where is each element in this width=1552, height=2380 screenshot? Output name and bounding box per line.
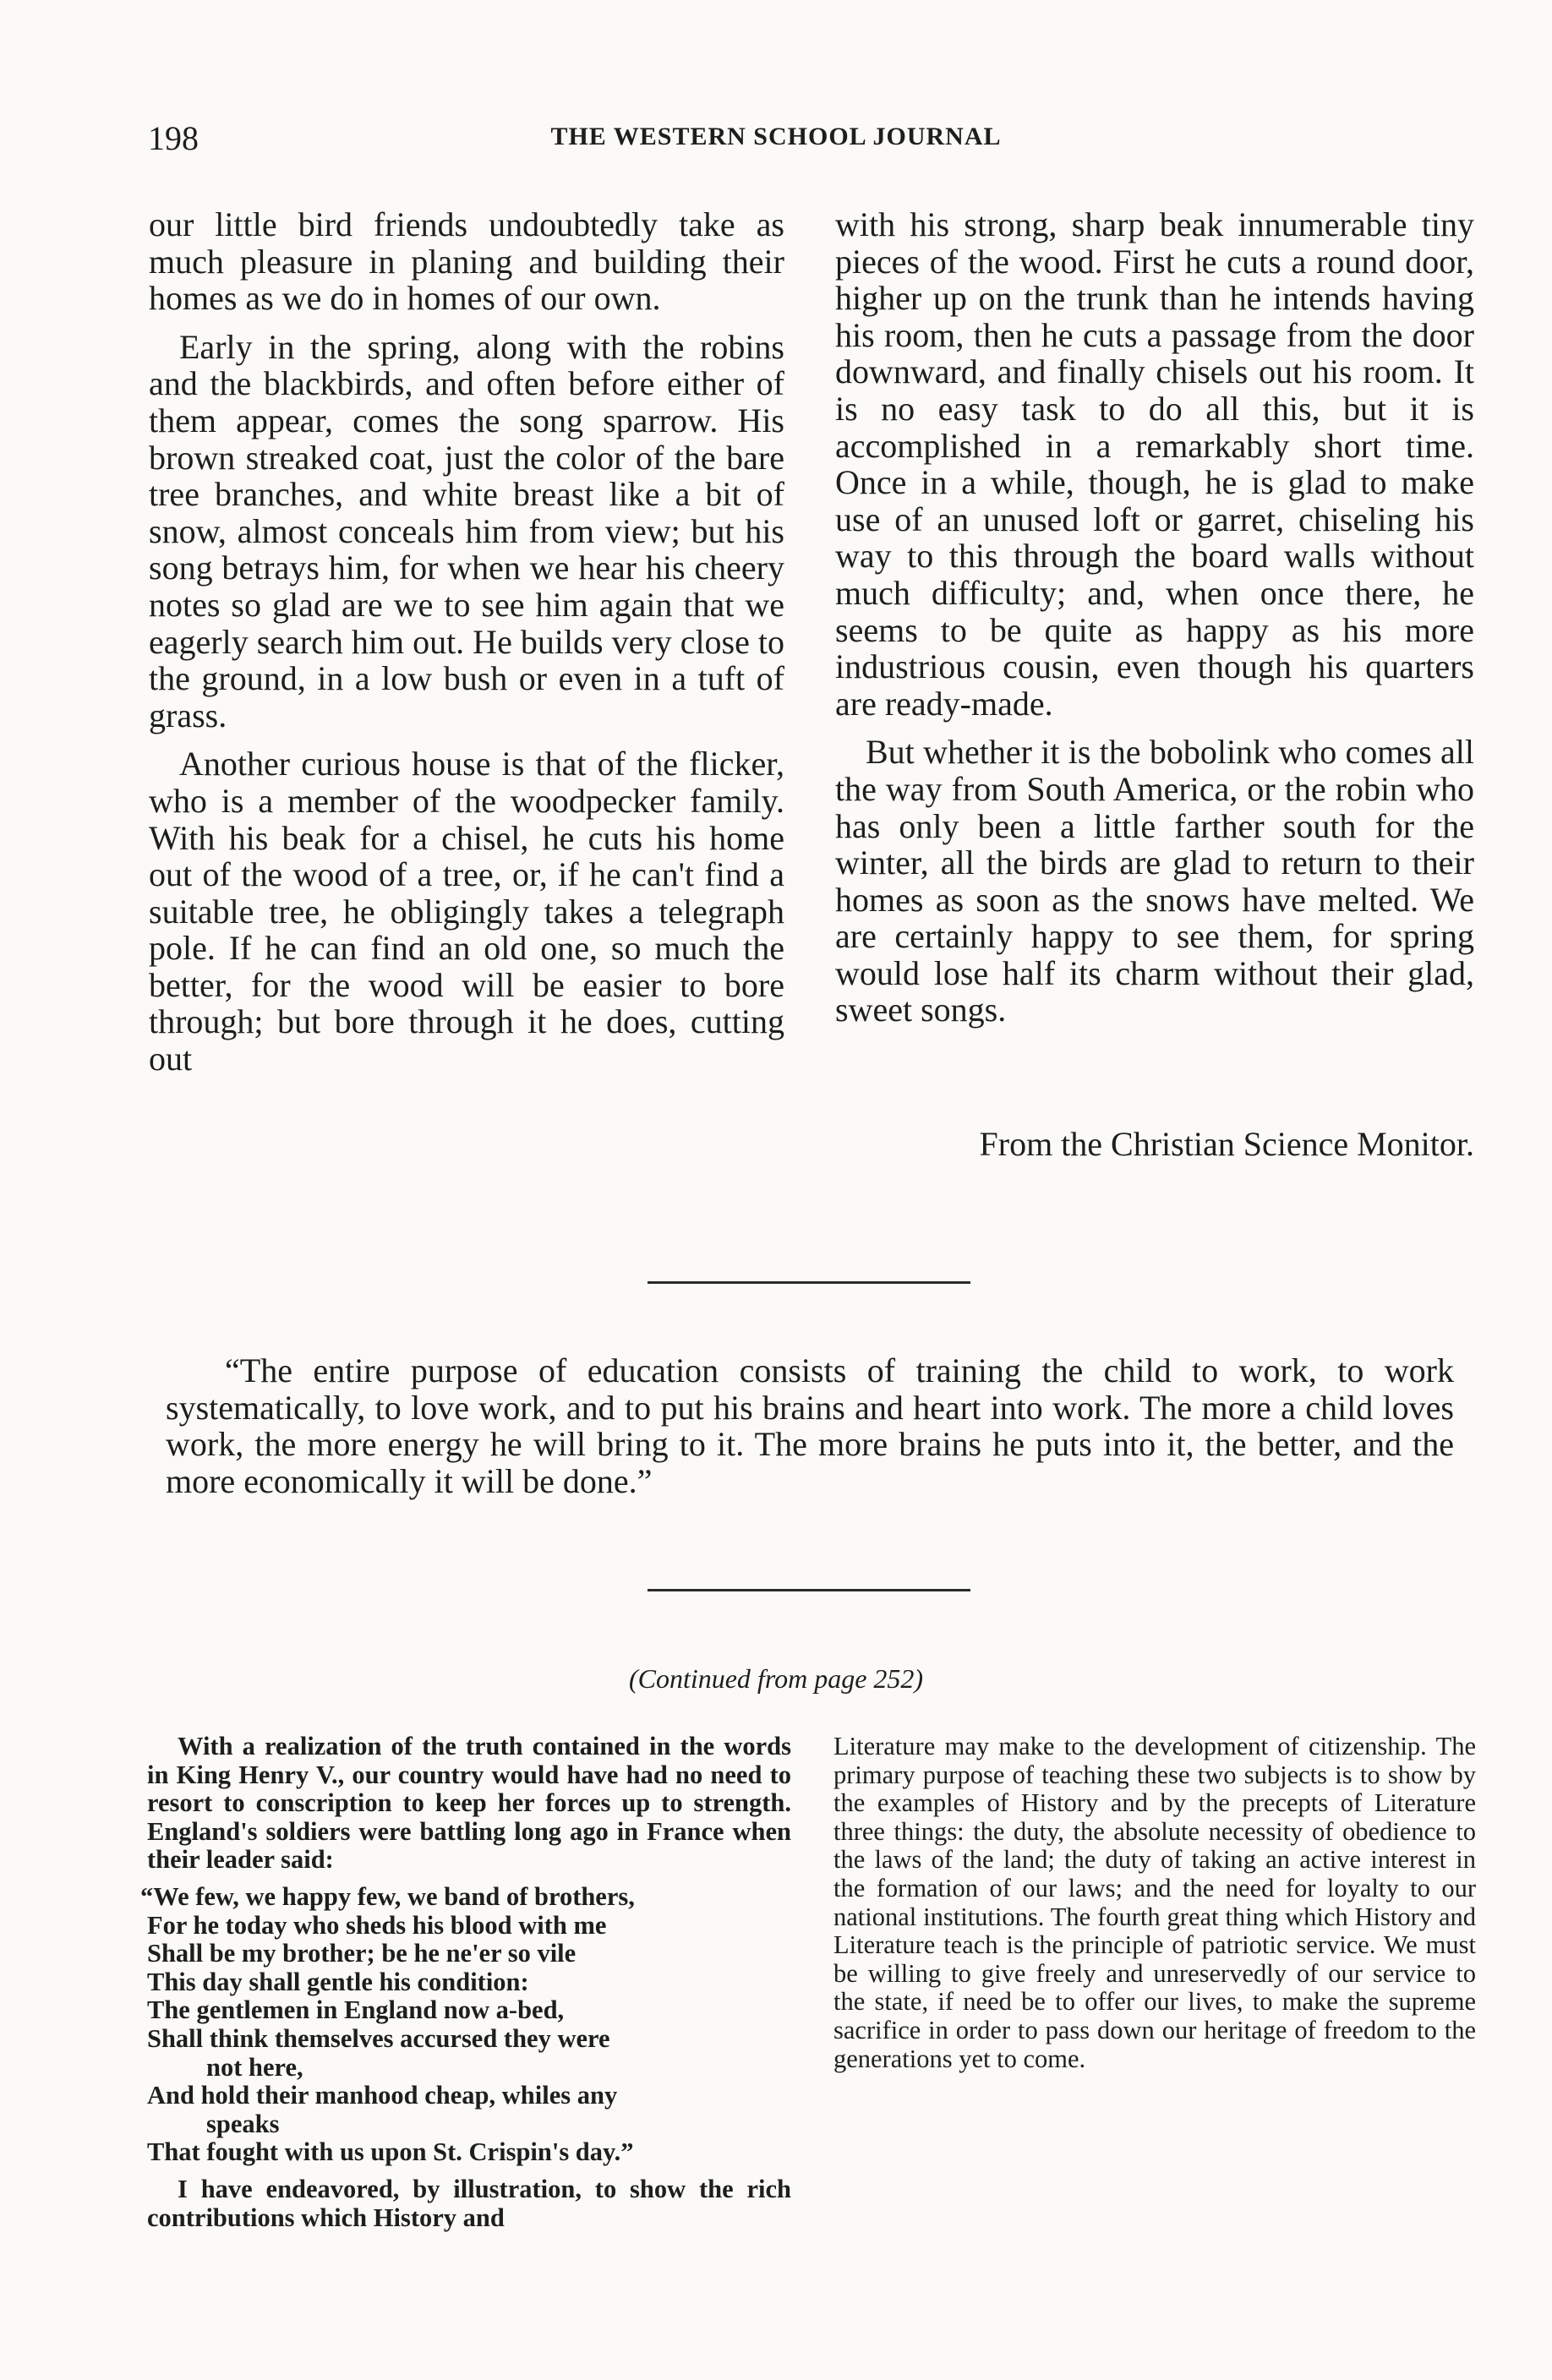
- running-head: THE WESTERN SCHOOL JOURNAL: [550, 123, 1002, 150]
- paragraph: With a realization of the truth contained in the words in King Henry V., our country would have had no need to resort to conscription to keep her forces up to strength. England's soldiers were battling long ago in France when their leader said:: [147, 1732, 791, 1875]
- paragraph: Another curious house is that of the flicker, who is a member of the woodpecker family. With his beak for a chisel, he cuts his home out of the wood of a tree, or, if he can't find a suitable tree, he obligingly takes a telegraph pole. If he can find an old one, so much the better, for the wood will be easier to bore through; but bore through it he does, cutting out: [149, 745, 784, 1078]
- paragraph: our little bird friends undoubtedly take as much pleasure in planing and building their homes as we do in homes of our own.: [149, 205, 784, 318]
- verse-line: The gentlemen in England now a-bed,: [147, 1995, 565, 2025]
- verse-line: This day shall gentle his condition:: [147, 1967, 529, 1996]
- verse-line: And hold their manhood cheap, whiles any: [147, 2081, 618, 2110]
- article-right-column: [835, 206, 1474, 1029]
- divider-rule: [648, 1589, 970, 1591]
- paragraph: Early in the spring, along with the robins and the blackbirds, and often before either of them appear, comes the song sparrow. His brown streaked coat, just the color of the bare tree branches, and white breast like a bit of snow, almost conceals him from view; but his song betrays him, for when we hear his cheery notes so glad are we to see him again that we eagerly search him out. He builds very close to the ground, in a low bush or even in a tuft of grass.: [149, 327, 784, 734]
- verse-block: [140, 1881, 791, 2167]
- divider-rule: [648, 1281, 970, 1284]
- article-left-column: [149, 206, 784, 1078]
- paragraph: Literature may make to the development of citizenship. The primary purpose of teaching these two subjects is to show by the examples of History and by the precepts of Literature three things: the duty, the absolute necessity of obedience to the laws of the land; the duty of taking an active interest in the formation of our laws; and the need for loyalty to our national institutions. The fourth great thing which History and Literature teach is the principle of patriotic service. We must be willing to give freely and unreservedly of our service to the state, if need be to offer our lives, to make the supreme sacrifice in order to pass down our heritage of freedom to the generations yet to come.: [833, 1732, 1476, 2073]
- verse-line: That fought with us upon St. Crispin's day.”: [147, 2137, 634, 2167]
- continued-note: (Continued from page 252): [628, 1663, 924, 1694]
- education-quote: “The entire purpose of education consists of training the child to work, to work systematically, to love work, and to put his brains and heart into work. The more a child loves work, the more energy he will bring to it. The more brains he puts into it, the better, and the more economically it will be done.”: [166, 1351, 1454, 1500]
- verse-line: For he today who sheds his blood with me: [147, 1910, 607, 1940]
- verse-line: Shall be my brother; be he ne'er so vile: [147, 1939, 577, 1968]
- paragraph: with his strong, sharp beak innumerable tiny pieces of the wood. First he cuts a round door, higher up on the trunk than he intends having his room, then he cuts a passage from the door downward, and finally chisels out his room. It is no easy task to do all this, but it is accomplished in a remarkably short time. Once in a while, though, he is glad to make use of an unused loft or garret, chiseling his way to this through the board walls without much difficulty; and, when once there, he seems to be quite as happy as his more industrious cousin, even though his quarters are ready-made.: [835, 205, 1474, 723]
- continuation-right-column: [833, 1733, 1476, 2073]
- continuation-left-column: [140, 1732, 791, 2232]
- paragraph: I have endeavored, by illustration, to show the rich contributions which History and: [147, 2174, 791, 2232]
- page-number: 198: [148, 119, 199, 157]
- verse-line: speaks: [206, 2109, 280, 2138]
- source-credit: From the Christian Science Monitor.: [979, 1125, 1474, 1163]
- verse-line: not here,: [206, 2052, 303, 2082]
- verse-line: “We few, we happy few, we band of brothers,: [140, 1881, 635, 1911]
- paragraph: But whether it is the bobolink who comes all the way from South America, or the robin who has only been a little farther south for the winter, all the birds are glad to return to their homes as soon as the snows have melted. We are certainly happy to see them, for spring would lose half its charm without their glad, sweet songs.: [835, 733, 1474, 1029]
- verse-line: Shall think themselves accursed they were: [147, 2023, 610, 2053]
